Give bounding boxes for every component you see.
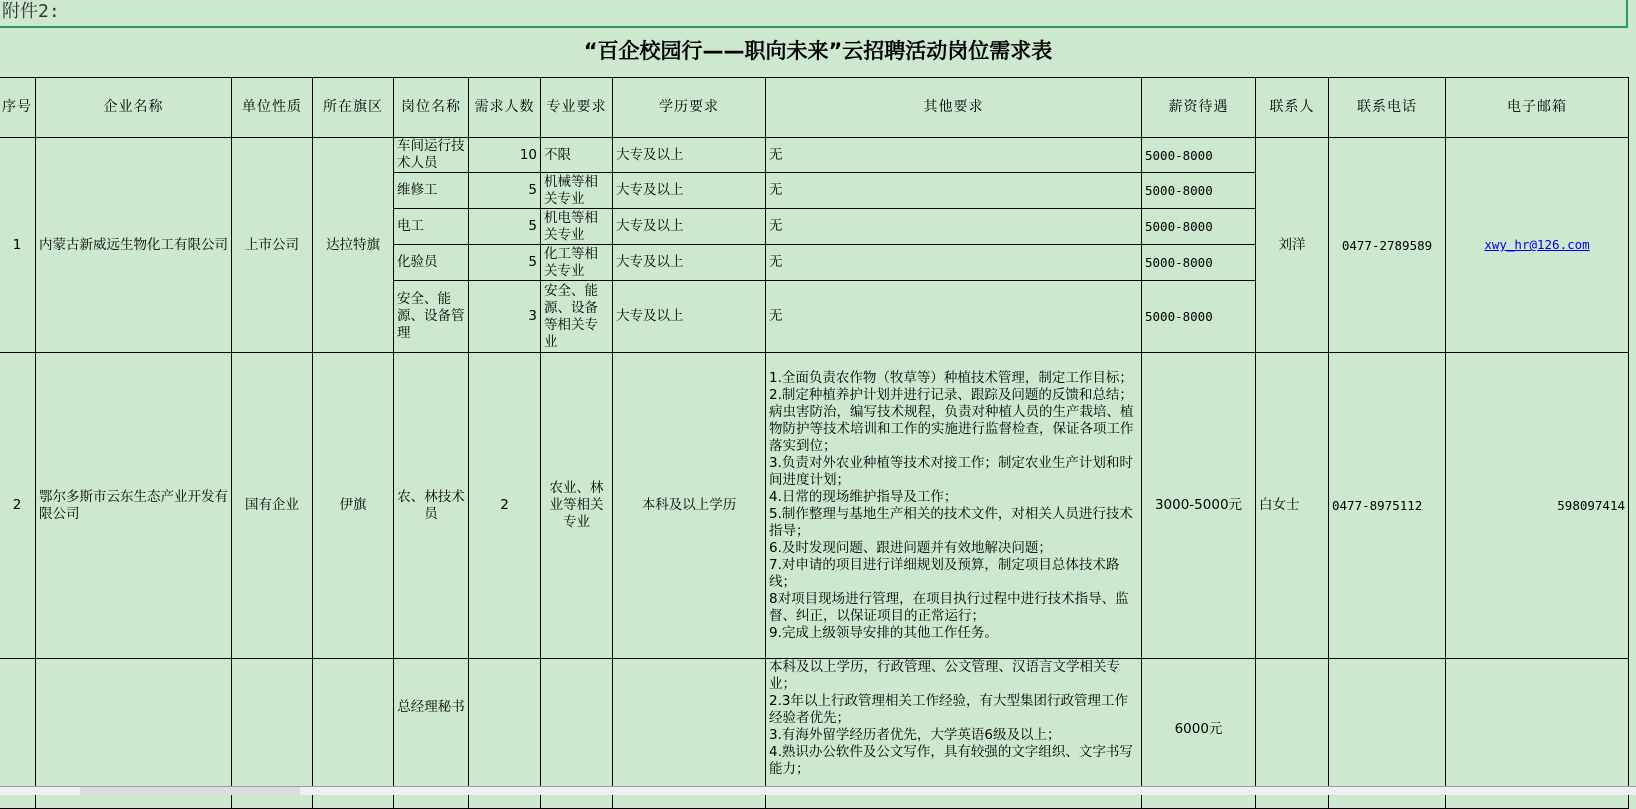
requirement-line: 1.全面负责农作物（牧草等）种植技术管理，制定工作目标； [769, 369, 1133, 386]
cell-position[interactable]: 安全、能源、设备管理 [394, 281, 469, 353]
cell-education[interactable]: 大专及以上 [613, 245, 766, 281]
requirement-line: 2.3年以上行政管理相关工作经验，有大型集团行政管理工作经验者优先； [769, 693, 1128, 726]
cell-other[interactable]: 无 [766, 245, 1142, 281]
sheet-title: “百企校园行——职向未来”云招聘活动岗位需求表 [583, 39, 1053, 63]
attachment-label: 附件2: [0, 0, 1628, 28]
header-position[interactable]: 岗位名称 [394, 78, 469, 138]
cell-unit-type[interactable]: 上市公司 [232, 138, 313, 353]
cell-headcount[interactable]: 5 [469, 173, 541, 209]
cell-unit-type[interactable]: 国有企业 [232, 353, 313, 659]
table-row [0, 138, 1629, 173]
cell-headcount[interactable]: 3 [469, 281, 541, 353]
cell-phone[interactable]: 0477-2789589 [1329, 138, 1446, 353]
requirement-line: 6.及时发现问题、跟进问题并有效地解决问题； [769, 539, 1052, 556]
requirement-line: 4.熟识办公软件及公文写作，具有较强的文字组织、文字书写能力； [769, 744, 1133, 777]
requirement-line: 9.完成上级领导安排的其他工作任务。 [769, 624, 998, 641]
header-row [0, 78, 1629, 138]
header-major[interactable]: 专业要求 [541, 78, 613, 138]
cell-salary[interactable]: 5000-8000 [1142, 209, 1256, 245]
requirement-line: 3.有海外留学经历者优先，大学英语6级及以上； [769, 727, 1061, 743]
header-education[interactable]: 学历要求 [613, 78, 766, 138]
requirement-line: 5.制作整理与基地生产相关的技术文件，对相关人员进行技术指导； [769, 505, 1133, 539]
cell-district[interactable]: 伊旗 [313, 353, 394, 659]
requirement-line: 7.对申请的项目进行详细规划及预算，制定项目总体技术路线； [769, 556, 1120, 590]
requirement-line: 4.日常的现场维护指导及工作； [769, 488, 958, 505]
cell-position[interactable]: 电工 [394, 209, 469, 245]
email-link[interactable]: xwy_hr@126.com [1484, 237, 1590, 252]
cell-headcount[interactable]: 10 [469, 138, 541, 173]
cell-education[interactable]: 大专及以上 [613, 209, 766, 245]
cell-major[interactable]: 机械等相关专业 [541, 173, 613, 209]
cell-education[interactable]: 大专及以上 [613, 173, 766, 209]
cell-email[interactable]: 598097414 [1446, 353, 1629, 659]
cell-phone[interactable]: 0477-8975112 [1329, 353, 1446, 659]
cell-seq[interactable]: 2 [0, 353, 36, 659]
cell-salary[interactable]: 5000-8000 [1142, 138, 1256, 173]
cell-salary[interactable]: 3000-5000元 [1142, 353, 1256, 659]
header-email[interactable]: 电子邮箱 [1446, 78, 1629, 138]
cell-company-name[interactable]: 内蒙古新威远生物化工有限公司 [36, 138, 232, 353]
cell-email[interactable] [1446, 138, 1629, 353]
cell-headcount[interactable]: 2 [469, 353, 541, 659]
header-phone[interactable]: 联系电话 [1329, 78, 1446, 138]
requirement-line: 3.负责对外农业种植等技术对接工作；制定农业生产计划和时间进度计划； [769, 454, 1133, 488]
cell-major[interactable]: 化工等相关专业 [541, 245, 613, 281]
cell-other[interactable]: 无 [766, 173, 1142, 209]
cell-education[interactable]: 本科及以上学历 [613, 353, 766, 659]
header-unit-type[interactable]: 单位性质 [232, 78, 313, 138]
cell-district[interactable]: 达拉特旗 [313, 138, 394, 353]
cell-salary[interactable]: 5000-8000 [1142, 281, 1256, 353]
requirement-line: 2.制定种植养护计划并进行记录、跟踪及问题的反馈和总结；病虫害防治，编写技术规程，负责对种植人员的生产栽培、植物防护等技术培训和工作的实施进行监督检查，保证各项工作落实到位； [769, 386, 1134, 454]
cell-education[interactable]: 大专及以上 [613, 281, 766, 353]
cell-major[interactable]: 不限 [541, 138, 613, 173]
header-headcount[interactable]: 需求人数 [469, 78, 541, 138]
cell-major[interactable]: 安全、能源、设备等相关专业 [541, 281, 613, 353]
cell-seq[interactable]: 1 [0, 138, 36, 353]
header-contact[interactable]: 联系人 [1256, 78, 1329, 138]
header-other[interactable]: 其他要求 [766, 78, 1142, 138]
cell-salary[interactable]: 5000-8000 [1142, 245, 1256, 281]
cell-position[interactable]: 维修工 [394, 173, 469, 209]
cell-contact[interactable]: 白女士 [1256, 353, 1329, 659]
cell-position[interactable]: 化验员 [394, 245, 469, 281]
header-seq[interactable]: 序号 [0, 78, 36, 138]
requirement-line: 8对项目现场进行管理，在项目执行过程中进行技术指导、监督、纠正，以保证项目的正常运行； [769, 590, 1129, 624]
cell-other[interactable] [766, 353, 1142, 659]
cell-education[interactable]: 大专及以上 [613, 138, 766, 173]
cell-position[interactable]: 总经理秘书 [394, 659, 469, 809]
cell-headcount[interactable]: 5 [469, 209, 541, 245]
cell-salary[interactable]: 5000-8000 [1142, 173, 1256, 209]
table-row [0, 353, 1629, 659]
cell-headcount[interactable]: 5 [469, 245, 541, 281]
cell-position[interactable]: 农、林技术员 [394, 353, 469, 659]
cell-salary[interactable]: 6000元 [1142, 659, 1256, 809]
cell-major[interactable]: 机电等相关专业 [541, 209, 613, 245]
cell-position[interactable]: 车间运行技术人员 [394, 138, 469, 173]
requirement-line: 本科及以上学历，行政管理、公文管理、汉语言文学相关专业； [769, 659, 1120, 692]
cell-other[interactable]: 无 [766, 138, 1142, 173]
header-company[interactable]: 企业名称 [36, 78, 232, 138]
header-district[interactable]: 所在旗区 [313, 78, 394, 138]
header-salary[interactable]: 薪资待遇 [1142, 78, 1256, 138]
cell-contact[interactable]: 刘洋 [1256, 138, 1329, 353]
cell-major[interactable]: 农业、林业等相关专业 [541, 353, 613, 659]
job-demand-table [0, 77, 1629, 809]
cell-other[interactable]: 无 [766, 281, 1142, 353]
cell-company-name[interactable]: 鄂尔多斯市云东生态产业开发有限公司 [36, 353, 232, 659]
cell-other[interactable]: 无 [766, 209, 1142, 245]
